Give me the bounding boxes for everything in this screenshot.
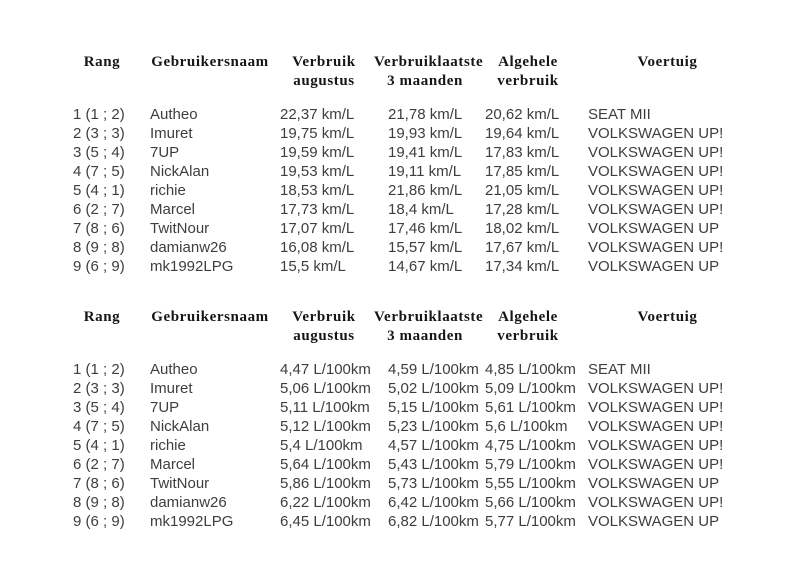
cell-vehicle: VOLKSWAGEN UP! (588, 125, 724, 142)
cell-username: Imuret (150, 125, 193, 142)
column-header-vehicle (580, 53, 755, 91)
cell-vehicle: VOLKSWAGEN UP! (588, 144, 724, 161)
cell-overall-consumption: 5,55 L/100km (485, 475, 576, 492)
cell-consumption-august: 5,86 L/100km (280, 475, 371, 492)
header-line: verbruik (497, 73, 559, 89)
cell-username: mk1992LPG (150, 513, 234, 530)
cell-overall-consumption: 5,09 L/100km (485, 380, 576, 397)
cell-rank: 4 (7 ; 5) (73, 163, 125, 180)
cell-consumption-last-3-months: 14,67 km/L (388, 258, 463, 275)
cell-username: Marcel (150, 456, 196, 473)
table-header-row (58, 308, 800, 346)
cell-rank: 5 (4 ; 1) (73, 182, 125, 199)
cell-consumption-last-3-months: 5,15 L/100km (388, 399, 479, 416)
cell-consumption-last-3-months: 19,11 km/L (388, 163, 462, 180)
cell-overall-consumption: 20,62 km/L (485, 106, 560, 123)
column-header-overall-consumption (476, 308, 580, 346)
header-line: Gebruikersnaam (151, 309, 269, 325)
header-line: Verbruik (292, 309, 356, 325)
cell-username: damianw26 (150, 494, 227, 511)
cell-overall-consumption: 17,28 km/L (485, 201, 560, 218)
cell-rank: 3 (5 ; 4) (73, 144, 125, 161)
cell-rank: 7 (8 ; 6) (73, 475, 125, 492)
cell-overall-consumption: 5,77 L/100km (485, 513, 576, 530)
cell-overall-consumption: 17,67 km/L (485, 239, 560, 256)
cell-vehicle: VOLKSWAGEN UP! (588, 456, 724, 473)
cell-rank: 1 (1 ; 2) (73, 361, 125, 378)
cell-vehicle: VOLKSWAGEN UP! (588, 418, 724, 435)
column-header-vehicle (580, 308, 755, 346)
cell-vehicle: VOLKSWAGEN UP (588, 475, 720, 492)
cell-vehicle: VOLKSWAGEN UP! (588, 399, 724, 416)
cell-consumption-august: 5,12 L/100km (280, 418, 371, 435)
cell-rank: 7 (8 ; 6) (73, 220, 125, 237)
cell-overall-consumption: 5,66 L/100km (485, 494, 576, 511)
cell-username: NickAlan (150, 418, 210, 435)
header-line: Voertuig (637, 309, 698, 325)
cell-vehicle: VOLKSWAGEN UP! (588, 494, 724, 511)
cell-overall-consumption: 5,79 L/100km (485, 456, 576, 473)
cell-username: Autheo (150, 361, 198, 378)
cell-username: Imuret (150, 380, 193, 397)
cell-overall-consumption: 4,85 L/100km (485, 361, 576, 378)
header-line: Algehele (498, 54, 558, 70)
cell-vehicle: SEAT MII (588, 106, 651, 123)
cell-consumption-august: 5,11 L/100km (280, 399, 370, 416)
cell-vehicle: VOLKSWAGEN UP (588, 513, 720, 530)
cell-username: NickAlan (150, 163, 210, 180)
cell-overall-consumption: 17,34 km/L (485, 258, 560, 275)
header-line: Verbruiklaatste (374, 309, 484, 325)
cell-consumption-august: 19,53 km/L (280, 163, 355, 180)
cell-rank: 8 (9 ; 8) (73, 494, 125, 511)
ranking-table-kml (58, 53, 800, 276)
cell-username: damianw26 (150, 239, 227, 256)
column-header-consumption-august (274, 308, 374, 346)
header-line: Rang (83, 54, 121, 70)
cell-vehicle: VOLKSWAGEN UP! (588, 437, 724, 454)
cell-username: TwitNour (150, 475, 210, 492)
cell-overall-consumption: 5,61 L/100km (485, 399, 576, 416)
header-line: 3 maanden (387, 328, 463, 344)
cell-overall-consumption: 17,85 km/L (485, 163, 560, 180)
cell-consumption-august: 16,08 km/L (280, 239, 355, 256)
column-header-overall-consumption (476, 53, 580, 91)
cell-username: 7UP (150, 399, 180, 416)
header-line: Algehele (498, 309, 558, 325)
cell-vehicle: VOLKSWAGEN UP! (588, 380, 724, 397)
cell-username: TwitNour (150, 220, 210, 237)
cell-consumption-last-3-months: 19,93 km/L (388, 125, 463, 142)
cell-overall-consumption: 21,05 km/L (485, 182, 560, 199)
cell-consumption-august: 5,64 L/100km (280, 456, 371, 473)
cell-overall-consumption: 17,83 km/L (485, 144, 560, 161)
cell-rank: 3 (5 ; 4) (73, 399, 125, 416)
cell-rank: 6 (2 ; 7) (73, 456, 125, 473)
column-header-consumption-last-3-months (374, 308, 484, 346)
header-line: Verbruiklaatste (374, 54, 484, 70)
cell-overall-consumption: 18,02 km/L (485, 220, 560, 237)
ranking-table-l100km (58, 308, 800, 531)
cell-consumption-last-3-months: 19,41 km/L (388, 144, 463, 161)
column-header-username (146, 53, 274, 91)
cell-rank: 2 (3 ; 3) (73, 380, 125, 397)
cell-consumption-last-3-months: 21,78 km/L (388, 106, 463, 123)
cell-overall-consumption: 19,64 km/L (485, 125, 560, 142)
cell-username: mk1992LPG (150, 258, 234, 275)
cell-consumption-august: 17,73 km/L (280, 201, 355, 218)
cell-consumption-last-3-months: 21,86 km/L (388, 182, 463, 199)
cell-username: Marcel (150, 201, 196, 218)
cell-consumption-august: 19,59 km/L (280, 144, 355, 161)
cell-rank: 4 (7 ; 5) (73, 418, 125, 435)
cell-consumption-last-3-months: 4,59 L/100km (388, 361, 479, 378)
cell-consumption-last-3-months: 5,43 L/100km (388, 456, 479, 473)
cell-vehicle: VOLKSWAGEN UP! (588, 182, 724, 199)
cell-username: richie (150, 182, 186, 199)
header-line: Verbruik (292, 54, 356, 70)
cell-consumption-last-3-months: 6,42 L/100km (388, 494, 479, 511)
column-header-rank (58, 53, 146, 91)
cell-username: richie (150, 437, 186, 454)
cell-consumption-august: 22,37 km/L (280, 106, 355, 123)
cell-consumption-august: 5,4 L/100km (280, 437, 363, 454)
cell-consumption-august: 6,45 L/100km (280, 513, 371, 530)
cell-vehicle: SEAT MII (588, 361, 651, 378)
cell-username: 7UP (150, 144, 180, 161)
header-line: Voertuig (637, 54, 698, 70)
column-header-consumption-august (274, 53, 374, 91)
header-line: Gebruikersnaam (151, 54, 269, 70)
header-line: 3 maanden (387, 73, 463, 89)
cell-consumption-last-3-months: 6,82 L/100km (388, 513, 479, 530)
cell-vehicle: VOLKSWAGEN UP! (588, 201, 724, 218)
cell-vehicle: VOLKSWAGEN UP! (588, 163, 724, 180)
cell-rank: 1 (1 ; 2) (73, 106, 125, 123)
cell-consumption-august: 5,06 L/100km (280, 380, 371, 397)
cell-overall-consumption: 5,6 L/100km (485, 418, 568, 435)
cell-rank: 5 (4 ; 1) (73, 437, 125, 454)
cell-rank: 6 (2 ; 7) (73, 201, 125, 218)
header-line: augustus (293, 328, 355, 344)
cell-consumption-august: 19,75 km/L (280, 125, 355, 142)
column-header-username (146, 308, 274, 346)
table-header-row (58, 53, 800, 91)
cell-consumption-last-3-months: 17,46 km/L (388, 220, 463, 237)
cell-consumption-august: 15,5 km/L (280, 258, 346, 275)
cell-consumption-august: 17,07 km/L (280, 220, 355, 237)
column-header-consumption-last-3-months (374, 53, 484, 91)
cell-vehicle: VOLKSWAGEN UP (588, 220, 720, 237)
cell-rank: 9 (6 ; 9) (73, 258, 125, 275)
table-body (58, 105, 800, 276)
cell-vehicle: VOLKSWAGEN UP! (588, 239, 724, 256)
cell-consumption-last-3-months: 5,02 L/100km (388, 380, 479, 397)
cell-consumption-august: 6,22 L/100km (280, 494, 371, 511)
cell-consumption-last-3-months: 18,4 km/L (388, 201, 454, 218)
cell-username: Autheo (150, 106, 198, 123)
cell-rank: 9 (6 ; 9) (73, 513, 125, 530)
cell-consumption-august: 18,53 km/L (280, 182, 355, 199)
header-line: verbruik (497, 328, 559, 344)
header-line: Rang (83, 309, 121, 325)
cell-consumption-last-3-months: 5,23 L/100km (388, 418, 479, 435)
cell-rank: 2 (3 ; 3) (73, 125, 125, 142)
cell-rank: 8 (9 ; 8) (73, 239, 125, 256)
cell-overall-consumption: 4,75 L/100km (485, 437, 576, 454)
cell-consumption-last-3-months: 4,57 L/100km (388, 437, 479, 454)
header-line: augustus (293, 73, 355, 89)
cell-consumption-august: 4,47 L/100km (280, 361, 371, 378)
cell-consumption-last-3-months: 15,57 km/L (388, 239, 463, 256)
cell-consumption-last-3-months: 5,73 L/100km (388, 475, 479, 492)
table-body (58, 360, 800, 531)
column-header-rank (58, 308, 146, 346)
cell-vehicle: VOLKSWAGEN UP (588, 258, 720, 275)
